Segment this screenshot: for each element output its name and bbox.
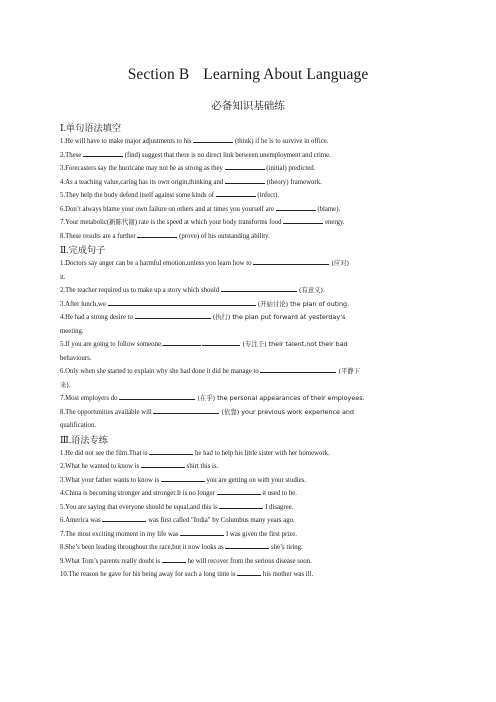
title-section: Section B	[127, 66, 190, 83]
s3-question-7: 7.The most exciting moment in my life was I was given the first prize.	[60, 528, 432, 542]
s2-question-5: 5.If you are going to follow someone, (专注于) their talent,not their bad behaviours.	[60, 340, 348, 362]
s1-question-1: 1.He will have to make major adjustments to his (think) if he is to survive in office.	[60, 135, 432, 149]
answer-blank[interactable]	[141, 460, 185, 468]
answer-blank[interactable]	[149, 447, 193, 455]
s1-question-5: 5.They help the body defend itself against some kinds of (infect).	[60, 189, 432, 203]
section-heading-1: Ⅰ.单句语法填空	[60, 123, 122, 133]
answer-blank[interactable]	[216, 189, 256, 197]
answer-blank[interactable]	[217, 487, 261, 495]
s2-question-3: 3.After lunch,we (开始讨论) the plan of outing.	[60, 299, 350, 308]
page-title	[0, 66, 496, 84]
s1-question-8: 8.These results are a further (prove) of his outstanding ability.	[60, 230, 432, 244]
answer-blank[interactable]	[153, 406, 219, 414]
s3-question-9: 9.What Tom’s parents really doubt is he will recover from the serious disease soon.	[60, 555, 432, 569]
answer-blank[interactable]	[163, 338, 201, 346]
answer-blank[interactable]	[180, 528, 224, 536]
answer-blank[interactable]	[283, 216, 323, 224]
answer-blank[interactable]	[276, 203, 316, 211]
s1-question-3: 3.Forecasters say the hurricane may not be as strong as they (initial) predicted.	[60, 162, 432, 176]
s1-question-7: 7.Your metabolic(新陈代谢) rate is the speed at which your body transforms food energy.	[60, 218, 345, 226]
s3-question-8: 8.She’s been leading throughout the race,but it now looks as she’s tiring.	[60, 541, 432, 555]
s3-question-2: 2.What he wanted to know is shirt this is.	[60, 460, 432, 474]
answer-blank[interactable]	[119, 392, 195, 400]
answer-blank[interactable]	[193, 135, 233, 143]
answer-blank[interactable]	[102, 514, 146, 522]
answer-blank[interactable]	[225, 541, 269, 549]
answer-blank[interactable]	[237, 568, 261, 576]
s2-question-4: 4.He had a strong desire to (执行) the plan put forward at yesterday’s meeting.	[60, 313, 346, 335]
answer-blank[interactable]	[108, 298, 256, 306]
s3-question-6: 6.America was was first called "India" by Columbus many years ago.	[60, 514, 432, 528]
s2-question-8: 8.The opportunities available will (依靠) your previous work experience and qualification.	[60, 407, 354, 429]
section-heading-2: Ⅱ.完成句子	[60, 245, 106, 255]
s3-question-5: 5.You are saying that everyone should be equal,and this is I disagree.	[60, 501, 432, 515]
answer-blank[interactable]	[225, 162, 265, 170]
s2-question-6: 6.Only when she started to explain why she had done it did he manage to (平静下 来).	[60, 367, 361, 389]
s3-question-4: 4.China is becoming stronger and stronger.It is no longer it used to be.	[60, 487, 432, 501]
answer-blank[interactable]	[260, 365, 336, 373]
answer-blank[interactable]	[161, 474, 205, 482]
s1-question-2: 2.These (find) suggest that there is no direct link between unemployment and crime.	[60, 149, 432, 163]
s3-question-1: 1.He did not see the film.That is he had to help his little sister with her homework.	[60, 447, 432, 461]
title-name: Learning About Language	[203, 66, 369, 83]
section-heading-3: Ⅲ.语法专练	[60, 434, 108, 445]
answer-blank[interactable]	[83, 149, 123, 157]
answer-blank[interactable]	[137, 230, 177, 238]
s3-question-10: 10.The reason he gave for his being away for such a long time is his mother was ill.	[60, 568, 432, 582]
s1-question-4: 4.As a teaching value,caring has its own origin,thinking and (theory) framework.	[60, 176, 432, 190]
exercise-content	[60, 121, 432, 582]
page-subtitle: 必备知识基础练	[211, 100, 285, 112]
answer-blank[interactable]	[221, 284, 297, 292]
s2-question-2: 2.The teacher required us to make up a story which should (有意义).	[60, 286, 326, 294]
s3-question-3: 3.What your father wants to know is you are getting on with your studies.	[60, 474, 432, 488]
answer-blank[interactable]	[253, 257, 329, 265]
s1-question-6: 6.Don’t always blame your own failure on others and at times you yourself are (blame).	[60, 203, 432, 217]
answer-blank[interactable]	[162, 555, 186, 563]
s2-question-1: 1.Doctors say anger can be a harmful emotion,unless you learn how to (应对) it.	[60, 259, 350, 281]
s2-question-7: 7.Most employers do (在乎) the personal appearances of their employees.	[60, 394, 365, 402]
answer-blank[interactable]	[202, 338, 240, 346]
answer-blank[interactable]	[225, 176, 265, 184]
answer-blank[interactable]	[219, 501, 263, 509]
answer-blank[interactable]	[135, 311, 211, 319]
